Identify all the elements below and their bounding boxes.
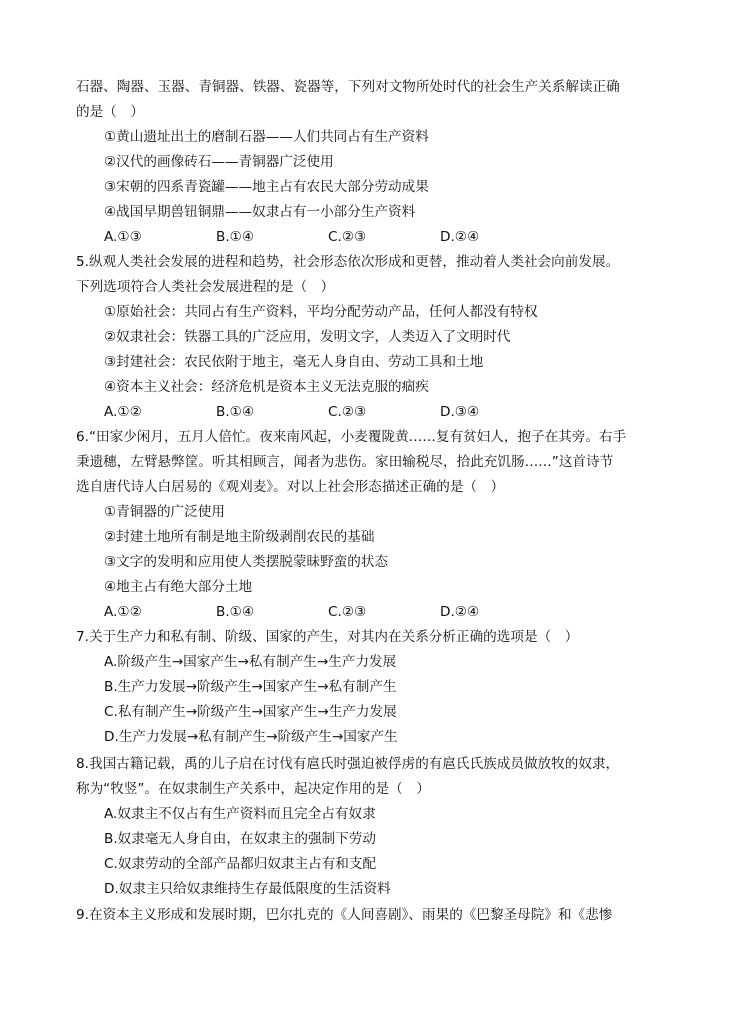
q4-option-d[interactable]: D.②④ — [440, 229, 480, 245]
q4-item-2: ②汉代的画像砖石——青铜器广泛使用 — [104, 154, 334, 170]
q4-item-1: ①黄山遗址出土的磨制石器——人们共同占有生产资料 — [104, 129, 429, 145]
q6-options — [104, 602, 564, 622]
q4-stem-line-2: 的是（ ） — [76, 104, 144, 120]
q4-item-3: ③宋朝的四系青瓷罐——地主占有农民大部分劳动成果 — [104, 179, 429, 195]
q6-option-c[interactable]: C.②③ — [328, 604, 367, 620]
q5-item-1: ①原始社会：共同占有生产资料，平均分配劳动产品，任何人都没有特权 — [104, 304, 538, 320]
q5-option-c[interactable]: C.②③ — [328, 404, 367, 420]
q5-option-d[interactable]: D.③④ — [440, 404, 480, 420]
q5-options — [104, 402, 564, 422]
q4-item-4: ④战国早期兽钮铜鼎——奴隶占有一小部分生产资料 — [104, 204, 416, 220]
q7-option-c[interactable]: C.私有制产生→阶级产生→国家产生→生产力发展 — [104, 704, 397, 720]
q4-stem-line-1: 石器、陶器、玉器、青铜器、铁器、瓷器等，下列对文物所处时代的社会生产关系解读正确 — [76, 79, 620, 95]
q8-option-d[interactable]: D.奴隶主只给奴隶维持生存最低限度的生活资料 — [104, 881, 391, 897]
q5-item-4: ④资本主义社会：经济危机是资本主义无法克服的痼疾 — [104, 379, 429, 395]
q4-option-a[interactable]: A.①③ — [104, 229, 142, 245]
q6-item-4: ④地主占有绝大部分土地 — [104, 579, 253, 595]
q6-stem-line-1: 6.“田家少闲月，五月人倍忙。夜来南风起，小麦覆陇黄……复有贫妇人，抱子在其旁。右手 — [76, 429, 627, 445]
q5-stem-line-1: 5.纵观人类社会发展的进程和趋势，社会形态依次形成和更替，推动着人类社会向前发展。 — [76, 254, 620, 270]
q6-option-a[interactable]: A.①② — [104, 604, 142, 620]
q4-option-c[interactable]: C.②③ — [328, 229, 367, 245]
q8-stem-line-1: 8.我国古籍记载，禹的儿子启在讨伐有扈氏时强迫被俘虏的有扈氏氏族成员做放牧的奴隶， — [76, 756, 620, 772]
q6-item-2: ②封建土地所有制是地主阶级剥削农民的基础 — [104, 529, 375, 545]
q6-option-b[interactable]: B.①④ — [216, 604, 255, 620]
q6-stem-line-3: 选自唐代诗人白居易的《观刈麦》。对以上社会形态描述正确的是（ ） — [76, 479, 505, 495]
q5-item-3: ③封建社会：农民依附于地主，毫无人身自由、劳动工具和土地 — [104, 354, 484, 370]
q5-option-b[interactable]: B.①④ — [216, 404, 255, 420]
q8-stem-line-2: 称为“牧竖”。在奴隶制生产关系中，起决定作用的是（ ） — [76, 781, 430, 797]
q4-options — [104, 227, 564, 247]
q5-option-a[interactable]: A.①② — [104, 404, 142, 420]
q8-option-c[interactable]: C.奴隶劳动的全部产品都归奴隶主占有和支配 — [104, 856, 377, 872]
q7-stem-line-1: 7.关于生产力和私有制、阶级、国家的产生，对其内在关系分析正确的选项是（ ） — [76, 629, 579, 645]
q8-option-b[interactable]: B.奴隶毫无人身自由，在奴隶主的强制下劳动 — [104, 831, 376, 847]
q6-stem-line-2: 秉遗穗，左臂悬弊筐。听其相顾言，闻者为悲伤。家田输税尽，拾此充饥肠……”这首诗节 — [76, 454, 614, 470]
q5-item-2: ②奴隶社会：铁器工具的广泛应用，发明文字，人类迈入了文明时代 — [104, 329, 511, 345]
q8-option-a[interactable]: A.奴隶主不仅占有生产资料而且完全占有奴隶 — [104, 806, 376, 822]
q6-option-d[interactable]: D.②④ — [440, 604, 480, 620]
q7-option-a[interactable]: A.阶级产生→国家产生→私有制产生→生产力发展 — [104, 654, 397, 670]
q5-stem-line-2: 下列选项符合人类社会发展进程的是（ ） — [76, 279, 335, 295]
q6-item-3: ③文字的发明和应用使人类摆脱蒙昧野蛮的状态 — [104, 554, 389, 570]
q7-option-b[interactable]: B.生产力发展→阶级产生→国家产生→私有制产生 — [104, 679, 397, 695]
q4-option-b[interactable]: B.①④ — [216, 229, 255, 245]
q9-stem-line-1: 9.在资本主义形成和发展时期，巴尔扎克的《人间喜剧》、雨果的《巴黎圣母院》和《悲惨 — [76, 907, 613, 923]
q6-item-1: ①青铜器的广泛使用 — [104, 504, 225, 520]
q7-option-d[interactable]: D.生产力发展→私有制产生→阶级产生→国家产生 — [104, 729, 398, 745]
